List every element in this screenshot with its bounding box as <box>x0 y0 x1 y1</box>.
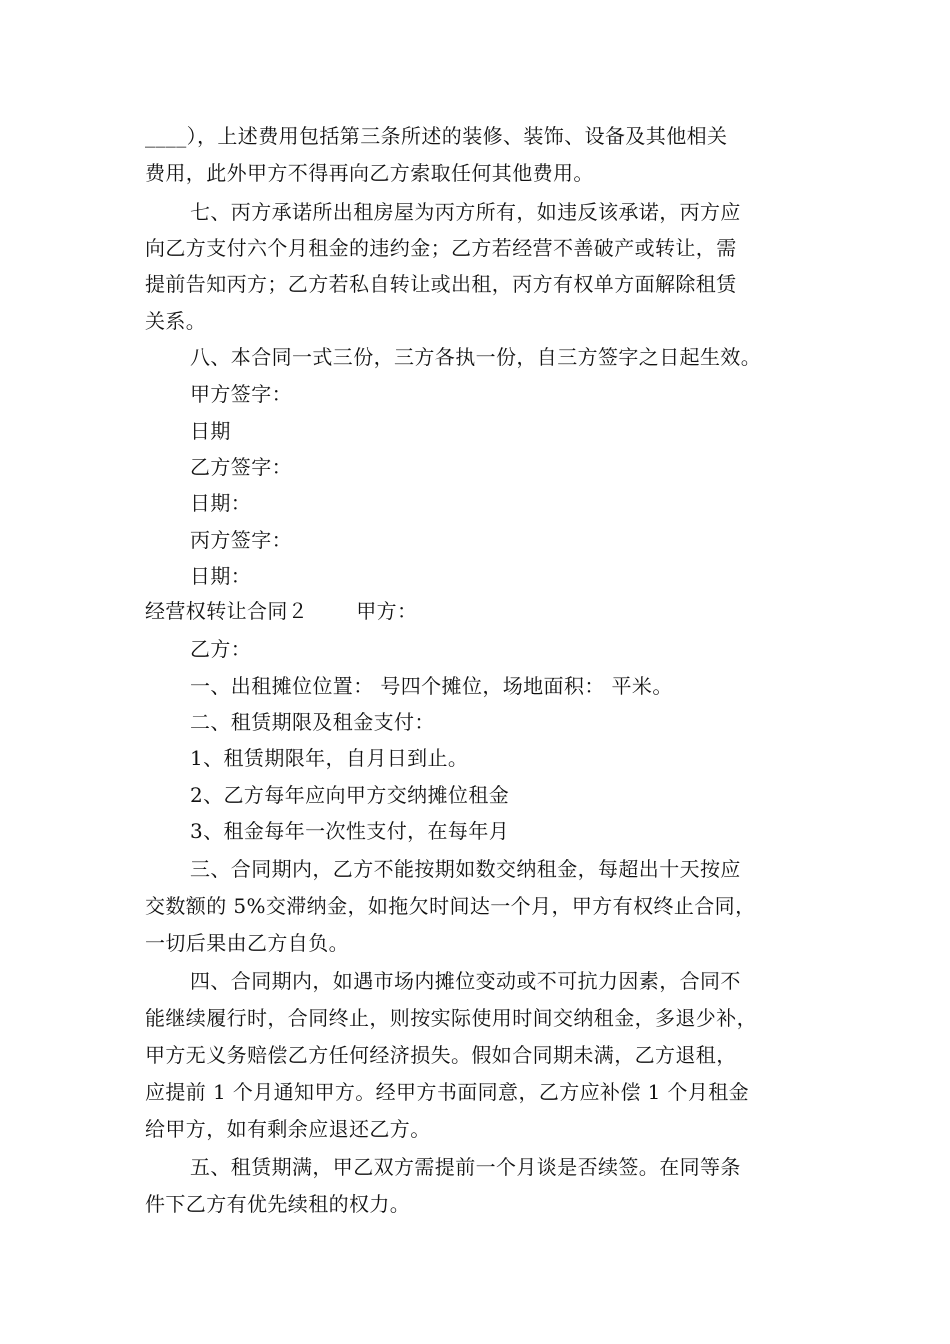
clause-1-line: 一、出租摊位位置： 号四个摊位，场地面积： 平米。 <box>190 674 673 698</box>
paragraph-line: ____），上述费用包括第三条所述的装修、装饰、设备及其他相关 <box>145 124 728 148</box>
clause-2-line: 二、租赁期限及租金支付： <box>190 710 435 734</box>
subclause-line: 3、租金每年一次性支付，在每年月 <box>190 819 510 843</box>
date-label: 日期 <box>190 419 231 443</box>
paragraph-line: 费用，此外甲方不得再向乙方索取任何其他费用。 <box>145 161 594 185</box>
paragraph-line: 应提前 1 个月通知甲方。经甲方书面同意，乙方应补偿 1 个月租金 <box>145 1080 750 1104</box>
section-heading-line <box>145 599 417 623</box>
party-a-label: 甲方： <box>356 599 418 623</box>
date-label: 日期： <box>190 564 252 588</box>
party-a-signature: 甲方签字： <box>190 382 292 406</box>
paragraph-line: 向乙方支付六个月租金的违约金；乙方若经营不善破产或转让，需 <box>145 236 737 260</box>
paragraph-line: 给甲方，如有剩余应退还乙方。 <box>145 1117 431 1141</box>
paragraph-line: 甲方无义务赔偿乙方任何经济损失。假如合同期未满，乙方退租， <box>145 1043 737 1067</box>
contract-title: 经营权转让合同２ <box>145 599 309 623</box>
clause-7-line: 七、丙方承诺所出租房屋为丙方所有，如违反该承诺，丙方应 <box>190 200 741 224</box>
paragraph-line: 关系。 <box>145 309 207 333</box>
date-label: 日期： <box>190 491 252 515</box>
clause-3-line: 三、合同期内，乙方不能按期如数交纳租金，每超出十天按应 <box>190 857 741 881</box>
subclause-line: 2、乙方每年应向甲方交纳摊位租金 <box>190 783 510 807</box>
clause-4-line: 四、合同期内，如遇市场内摊位变动或不可抗力因素，合同不 <box>190 969 741 993</box>
paragraph-line: 一切后果由乙方自负。 <box>145 931 349 955</box>
party-c-signature: 丙方签字： <box>190 528 292 552</box>
paragraph-line: 能继续履行时，合同终止，则按实际使用时间交纳租金，多退少补， <box>145 1006 757 1030</box>
paragraph-line: 提前告知丙方；乙方若私自转让或出租，丙方有权单方面解除租赁 <box>145 272 737 296</box>
clause-8-line: 八、本合同一式三份，三方各执一份，自三方签字之日起生效。 <box>190 345 762 369</box>
clause-5-line: 五、租赁期满，甲乙双方需提前一个月谈是否续签。在同等条 <box>190 1155 741 1179</box>
paragraph-line: 交数额的 5%交滞纳金，如拖欠时间达一个月，甲方有权终止合同， <box>145 894 756 918</box>
party-b-label: 乙方： <box>190 637 252 661</box>
subclause-line: 1、租赁期限年，自月日到止。 <box>190 746 469 770</box>
paragraph-line: 件下乙方有优先续租的权力。 <box>145 1192 411 1216</box>
party-b-signature: 乙方签字： <box>190 455 292 479</box>
